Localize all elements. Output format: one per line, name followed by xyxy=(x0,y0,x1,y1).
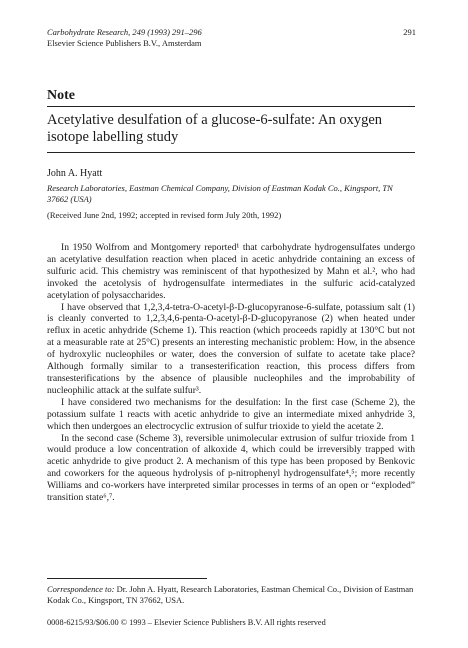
page-number: 291 xyxy=(403,27,416,37)
body-paragraph: In the second case (Scheme 3), reversible unimolecular extrusion of sulfur trioxide from 1 would produce a low concentration of alkoxide 4, which could be irreversibly trapped with acetic anhydride to give product 2. A mechanism of this type has been proposed by Benkovic and coworkers for the aqueous hydrolysis of p-nitrophenyl hydrogensulfate⁴,⁵; more recently Williams and co-workers have interpreted similar processes in terms of an open or “exploded” transition state⁶,⁷. xyxy=(47,432,415,504)
title-rule-bottom xyxy=(47,152,415,153)
received-dates: (Received June 2nd, 1992; accepted in revised form July 20th, 1992) xyxy=(47,210,282,220)
author-name: John A. Hyatt xyxy=(47,168,103,179)
copyright-line: 0008-6215/93/$06.00 © 1993 – Elsevier Science Publishers B.V. All rights reserved xyxy=(47,618,326,627)
correspondence-label: Correspondence to: xyxy=(47,584,115,594)
journal-citation xyxy=(47,27,202,49)
correspondence-footnote xyxy=(47,584,415,606)
footnote-rule xyxy=(47,578,207,579)
body-paragraph: I have considered two mechanisms for the desulfation: In the first case (Scheme 2), the potassium sulfate 1 reacts with acetic anhydride to give an intermediate mixed anhydride 3, which then undergoes an electrocyclic extrusion of sulfur trioxide to yield the acetate 2. xyxy=(47,396,415,432)
journal-line: Carbohydrate Research, 249 (1993) 291–296 xyxy=(47,27,202,37)
correspondence-text: Dr. John A. Hyatt, Research Laboratories, Eastman Chemical Co., Division of Eastman Kodak Co., Kingsport, TN 37662, USA. xyxy=(47,584,414,605)
author-affiliation: Research Laboratories, Eastman Chemical Company, Division of Eastman Kodak Co., Kingsport, TN 37662 (USA) xyxy=(47,183,393,204)
section-label: Note xyxy=(47,88,75,103)
publisher-line: Elsevier Science Publishers B.V., Amsterdam xyxy=(47,38,202,48)
article-body xyxy=(47,242,415,504)
article-title: Acetylative desulfation of a glucose-6-sulfate: An oxygen isotope labelling study xyxy=(47,112,383,145)
body-paragraph: I have observed that 1,2,3,4-tetra-O-acetyl-β-D-glucopyranose-6-sulfate, potassium salt (1) is cleanly converted to 1,2,3,4,6-penta-O-acetyl-β-D-glucopyranose (2) when heated under reflux in acetic anhydride (Scheme 1). This reaction (which proceeds rapidly at 130°C but not at a measurable rate at 25°C) presents an interesting mechanistic problem: How, in the absence of hydroxylic nucleophiles or water, does the conversion of sulfate to acetate take place? Although formally similar to a transesterification reaction, this process differs from transesterifications by the absence of plausible nucleophiles and the improbability of nucleophilic attack at the sulfate sulfur³. xyxy=(47,301,415,396)
title-rule-top xyxy=(47,106,415,107)
body-paragraph: In 1950 Wolfrom and Montgomery reported¹ that carbohydrate hydrogensulfates undergo an acetylative desulfation reaction when placed in acetic anhydride containing an excess of sulfuric acid. This chemistry was reminiscent of that hypothesized by Mahn et al.², who had invoked the acetolysis of hydrogensulfate intermediates in the sulfuric acid-catalyzed acetylation of polysaccharides. xyxy=(47,242,415,301)
